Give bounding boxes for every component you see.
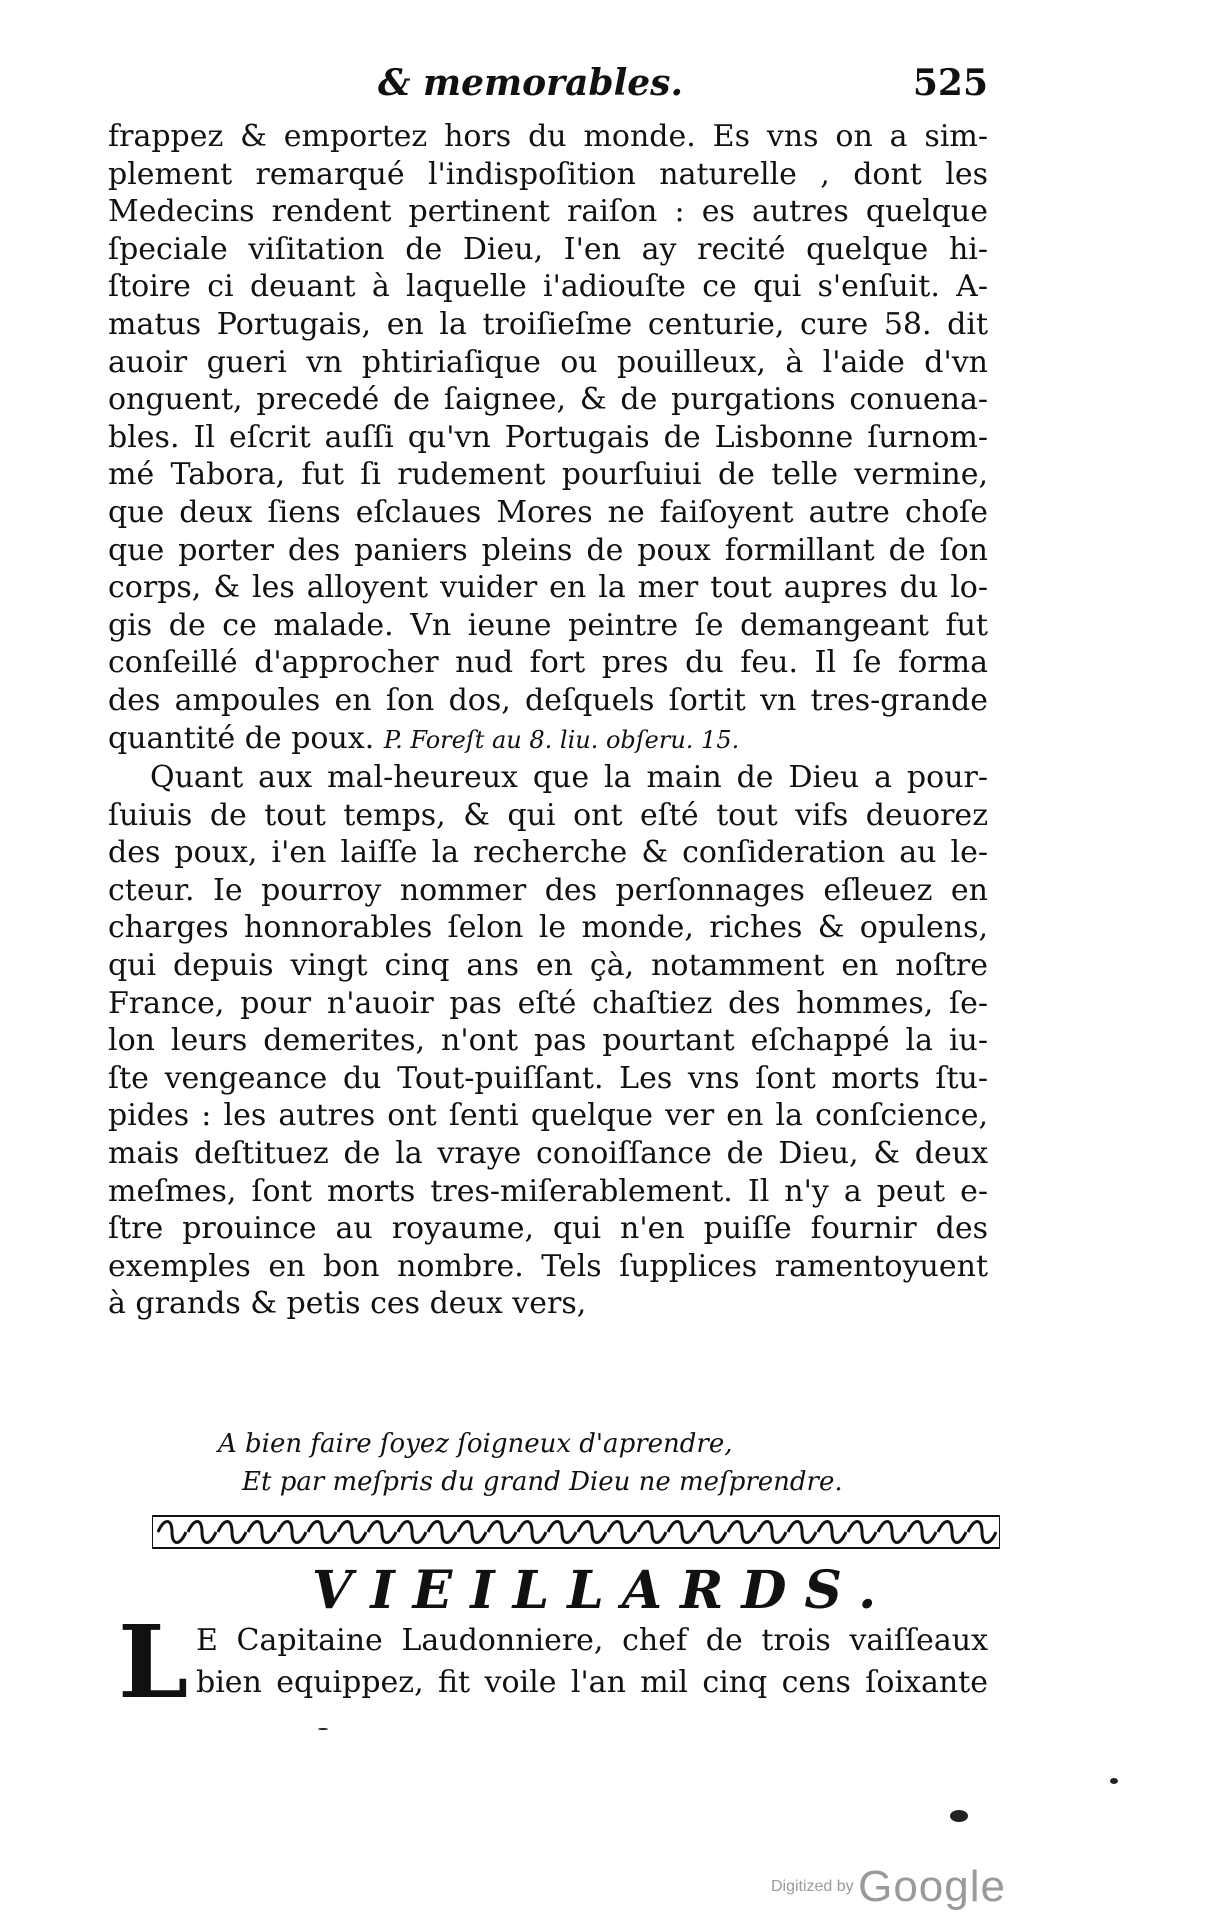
ornament-scroll	[308, 1522, 336, 1543]
text-line: à grands & petis ces deux vers,	[108, 1286, 587, 1322]
paragraph-start: Quant aux mal-heureux que la main de Dieu a pour-	[150, 760, 988, 796]
ornament-scroll	[818, 1522, 846, 1543]
ornament-scroll	[668, 1522, 696, 1543]
ornament-scroll	[758, 1522, 786, 1543]
ornament-scroll	[488, 1522, 516, 1543]
running-head: & memorables.	[378, 62, 683, 104]
text-line-content: quantité de poux.	[108, 720, 375, 756]
text-line: pides : les autres ont ſenti quelque ver en la conſcience,	[108, 1098, 988, 1134]
page-header	[108, 62, 988, 122]
verse-line: A bien faire ſoyez ſoigneux d'aprendre,	[218, 1429, 733, 1459]
text-line: des ampoules en ſon dos, deſquels ſortit vn tres-grande	[108, 682, 988, 718]
text-line: cteur. Ie pourroy nommer des perſonnages eſleuez en	[108, 872, 988, 908]
text-line: corps, & les alloyent vuider en la mer tout aupres du lo-	[108, 570, 988, 606]
ornament-scroll	[908, 1522, 936, 1543]
ornament-scroll	[398, 1522, 426, 1543]
ornament-scroll	[698, 1522, 726, 1543]
google-logo: Google	[858, 1862, 1006, 1911]
text-line: ſtre prouince au royaume, qui n'en puiſſe fournir des	[108, 1211, 988, 1247]
section-title: VIEILLARDS.	[312, 1560, 895, 1621]
text-line	[108, 720, 988, 760]
text-line: matus Portugais, en la troiſieſme centurie, cure 58. dit	[108, 306, 988, 342]
ornament-scroll	[638, 1522, 666, 1543]
text-line: frappez & emportez hors du monde. Es vns on a sim-	[108, 119, 988, 154]
section-text	[118, 1603, 988, 1721]
verse-couplet	[218, 1425, 878, 1501]
ornament-scroll	[428, 1522, 456, 1543]
verse-line: Et par meſpris du grand Dieu ne meſprendre.	[242, 1467, 843, 1497]
text-line: mais deſtituez de la vraye conoiſſance de Dieu, & deux	[108, 1136, 988, 1172]
body-text	[108, 118, 988, 1323]
text-line: bles. Il eſcrit auſſi qu'vn Portugais de Lisbonne ſurnom-	[108, 419, 988, 455]
text-line: ſpeciale viſitation de Dieu, I'en ay recité quelque hi-	[108, 231, 988, 267]
ornament-scroll	[338, 1522, 366, 1543]
ornament-scroll	[578, 1522, 606, 1543]
text-line: des poux, i'en laiſſe la recherche & conſideration au le-	[108, 835, 988, 871]
text-line: exemples en bon nombre. Tels ſupplices ramentoyuent	[108, 1248, 988, 1284]
ornament-scroll	[608, 1522, 636, 1543]
ink-speck	[318, 1728, 328, 1730]
text-line: ſuiuis de tout temps, & qui ont eſté tout vifs deuorez	[108, 797, 988, 833]
ornament-scroll	[248, 1522, 276, 1543]
ornament-scroll	[938, 1522, 966, 1543]
ornament-scroll	[518, 1522, 546, 1543]
text-line: onguent, precedé de ſaignee, & de purgations conuena-	[108, 382, 988, 418]
ornament-scroll	[218, 1522, 246, 1543]
ornament-scroll	[278, 1522, 306, 1543]
page-number: 525	[912, 62, 988, 104]
ornament-scroll	[878, 1522, 906, 1543]
text-line: France, pour n'auoir pas eſté chaſtiez des hommes, ſe-	[108, 985, 988, 1021]
drop-cap: L	[118, 1603, 189, 1721]
ornament-scroll	[458, 1522, 486, 1543]
ornament-scroll	[728, 1522, 756, 1543]
text-line: meſmes, ſont morts tres-miſerablement. Il n'y a peut e-	[108, 1173, 988, 1209]
text-line: ſte vengeance du Tout-puiſſant. Les vns ſont morts ſtu-	[108, 1060, 988, 1096]
ornament-scroll	[848, 1522, 876, 1543]
text-line: que porter des paniers pleins de poux formillant de ſon	[108, 532, 988, 568]
ink-speck	[950, 1810, 968, 1822]
text-line: auoir gueri vn phtiriaſique ou pouilleux, à l'aide d'vn	[108, 344, 988, 380]
ornament-scroll	[548, 1522, 576, 1543]
ornament-scroll	[188, 1522, 216, 1543]
watermark-prefix: Digitized by	[770, 1878, 854, 1895]
text-line: plement remarqué l'indispoſition naturelle , dont les	[108, 156, 988, 192]
text-line: ſtoire ci deuant à laquelle i'adiouſte ce qui s'enſuit. A-	[108, 269, 988, 305]
text-line: charges honnorables ſelon le monde, riches & opulens,	[108, 910, 988, 946]
text-line: bien equippez, fit voile l'an mil cinq cens ſoixante	[196, 1665, 988, 1700]
text-line: conſeillé d'approcher nud fort pres du feu. Il ſe forma	[108, 645, 988, 681]
text-line: lon leurs demerites, n'ont pas pourtant eſchappé la iu-	[108, 1023, 988, 1059]
ink-speck	[1110, 1778, 1118, 1784]
margin-reference: P. Foreſt au 8. liu. obſeru. 15.	[383, 725, 740, 754]
text-line: E Capitaine Laudonniere, chef de trois vaiſſeaux	[196, 1623, 988, 1658]
ornament-scroll	[158, 1522, 186, 1543]
ornament-scroll	[968, 1522, 996, 1543]
text-line: gis de ce malade. Vn ieune peintre ſe demangeant fut	[108, 607, 988, 643]
ornament-scroll	[788, 1522, 816, 1543]
ornament-scroll	[368, 1522, 396, 1543]
text-line: mé Tabora, fut ſi rudement pourſuiui de telle vermine,	[108, 457, 988, 493]
text-line: Medecins rendent pertinent raiſon : es autres quelque	[108, 194, 988, 230]
ornamental-band	[152, 1512, 1000, 1552]
digitized-watermark	[771, 1862, 1006, 1912]
text-line: qui depuis vingt cinq ans en çà, notamment en noſtre	[108, 948, 988, 984]
text-line: que deux ſiens eſclaues Mores ne faiſoyent autre choſe	[108, 494, 988, 530]
